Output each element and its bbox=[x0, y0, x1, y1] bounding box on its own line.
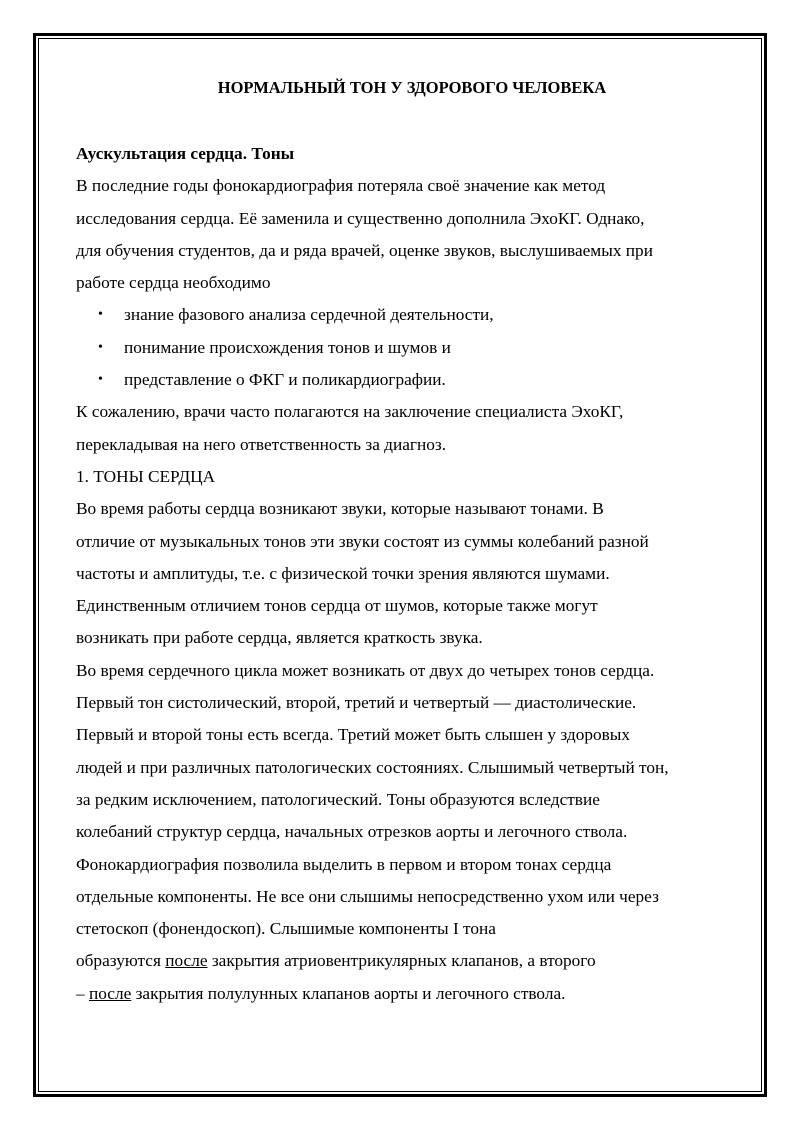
underlined-word: после bbox=[88, 983, 132, 1003]
text-line: перекладывая на него ответственность за диагноз. bbox=[76, 434, 447, 454]
text-line: Первый тон систолический, второй, третий и четвертый — диастолические. bbox=[76, 693, 637, 713]
text-fragment: – bbox=[76, 983, 89, 1003]
text-line: колебаний структур сердца, начальных отрезков аорты и легочного ствола. bbox=[76, 822, 628, 842]
bullet-icon: • bbox=[98, 307, 103, 323]
text-line: отдельные компоненты. Не все они слышимы непосредственно ухом или через bbox=[76, 886, 659, 906]
text-line: работе сердца необходимо bbox=[76, 273, 271, 293]
text-line: частоты и амплитуды, т.е. с физической точки зрения являются шумами. bbox=[76, 563, 610, 583]
list-item bbox=[76, 299, 726, 331]
list-item-text: понимание происхождения тонов и шумов и bbox=[124, 337, 451, 357]
text-line: Фонокардиография позволила выделить в первом и втором тонах сердца bbox=[76, 854, 612, 874]
bullet-icon: • bbox=[98, 339, 103, 355]
text-line: за редким исключением, патологический. Тоны образуются вследствие bbox=[76, 789, 600, 809]
document-body bbox=[76, 70, 726, 1010]
bullet-icon: • bbox=[98, 372, 103, 388]
text-line: возникать при работе сердца, является краткость звука. bbox=[76, 628, 483, 648]
text-line: Во время работы сердца возникают звуки, которые называют тонами. В bbox=[76, 499, 604, 519]
intro-paragraph bbox=[76, 170, 726, 299]
text-line: отличие от музыкальных тонов эти звуки состоят из суммы колебаний разной bbox=[76, 531, 649, 551]
text-line: Единственным отличием тонов сердца от шумов, которые также могут bbox=[76, 596, 598, 616]
text-line: Во время сердечного цикла может возникать от двух до четырех тонов сердца. bbox=[76, 660, 655, 680]
underlined-word: после bbox=[165, 951, 208, 971]
text-line: Первый и второй тоны есть всегда. Третий может быть слышен у здоровых bbox=[76, 725, 631, 745]
subsection-heading: 1. ТОНЫ СЕРДЦА bbox=[76, 466, 216, 486]
text-line: для обучения студентов, да и ряда врачей, оценке звуков, выслушиваемых при bbox=[76, 240, 653, 260]
text-fragment: образуются bbox=[76, 951, 166, 971]
list-item-text: представление о ФКГ и поликардиографии. bbox=[124, 370, 446, 390]
text-line bbox=[76, 978, 726, 1010]
text-fragment: закрытия атриовентрикулярных клапанов, а второго bbox=[207, 951, 596, 971]
requirements-list bbox=[76, 299, 726, 396]
regret-paragraph bbox=[76, 396, 726, 461]
section-heading: Аускультация сердца. Тоны bbox=[76, 144, 295, 163]
text-line: В последние годы фонокардиография потеряла своё значение как метод bbox=[76, 176, 606, 196]
text-fragment: закрытия полулунных клапанов аорты и легочного ствола. bbox=[131, 983, 566, 1003]
text-line: исследования сердца. Её заменила и существенно дополнила ЭхоКГ. Однако, bbox=[76, 208, 645, 228]
document-title: НОРМАЛЬНЫЙ ТОН У ЗДОРОВОГО ЧЕЛОВЕКА bbox=[217, 78, 607, 97]
list-item bbox=[76, 332, 726, 364]
text-line: людей и при различных патологических состояниях. Слышимый четвертый тон, bbox=[76, 757, 669, 777]
list-item bbox=[76, 364, 726, 396]
text-line: стетоскоп (фонендоскоп). Слышимые компоненты I тона bbox=[76, 919, 496, 939]
text-line bbox=[76, 945, 726, 977]
heart-tones-paragraph bbox=[76, 493, 726, 1010]
text-line: К сожалению, врачи часто полагаются на заключение специалиста ЭхоКГ, bbox=[76, 402, 624, 422]
list-item-text: знание фазового анализа сердечной деятельности, bbox=[124, 305, 494, 325]
